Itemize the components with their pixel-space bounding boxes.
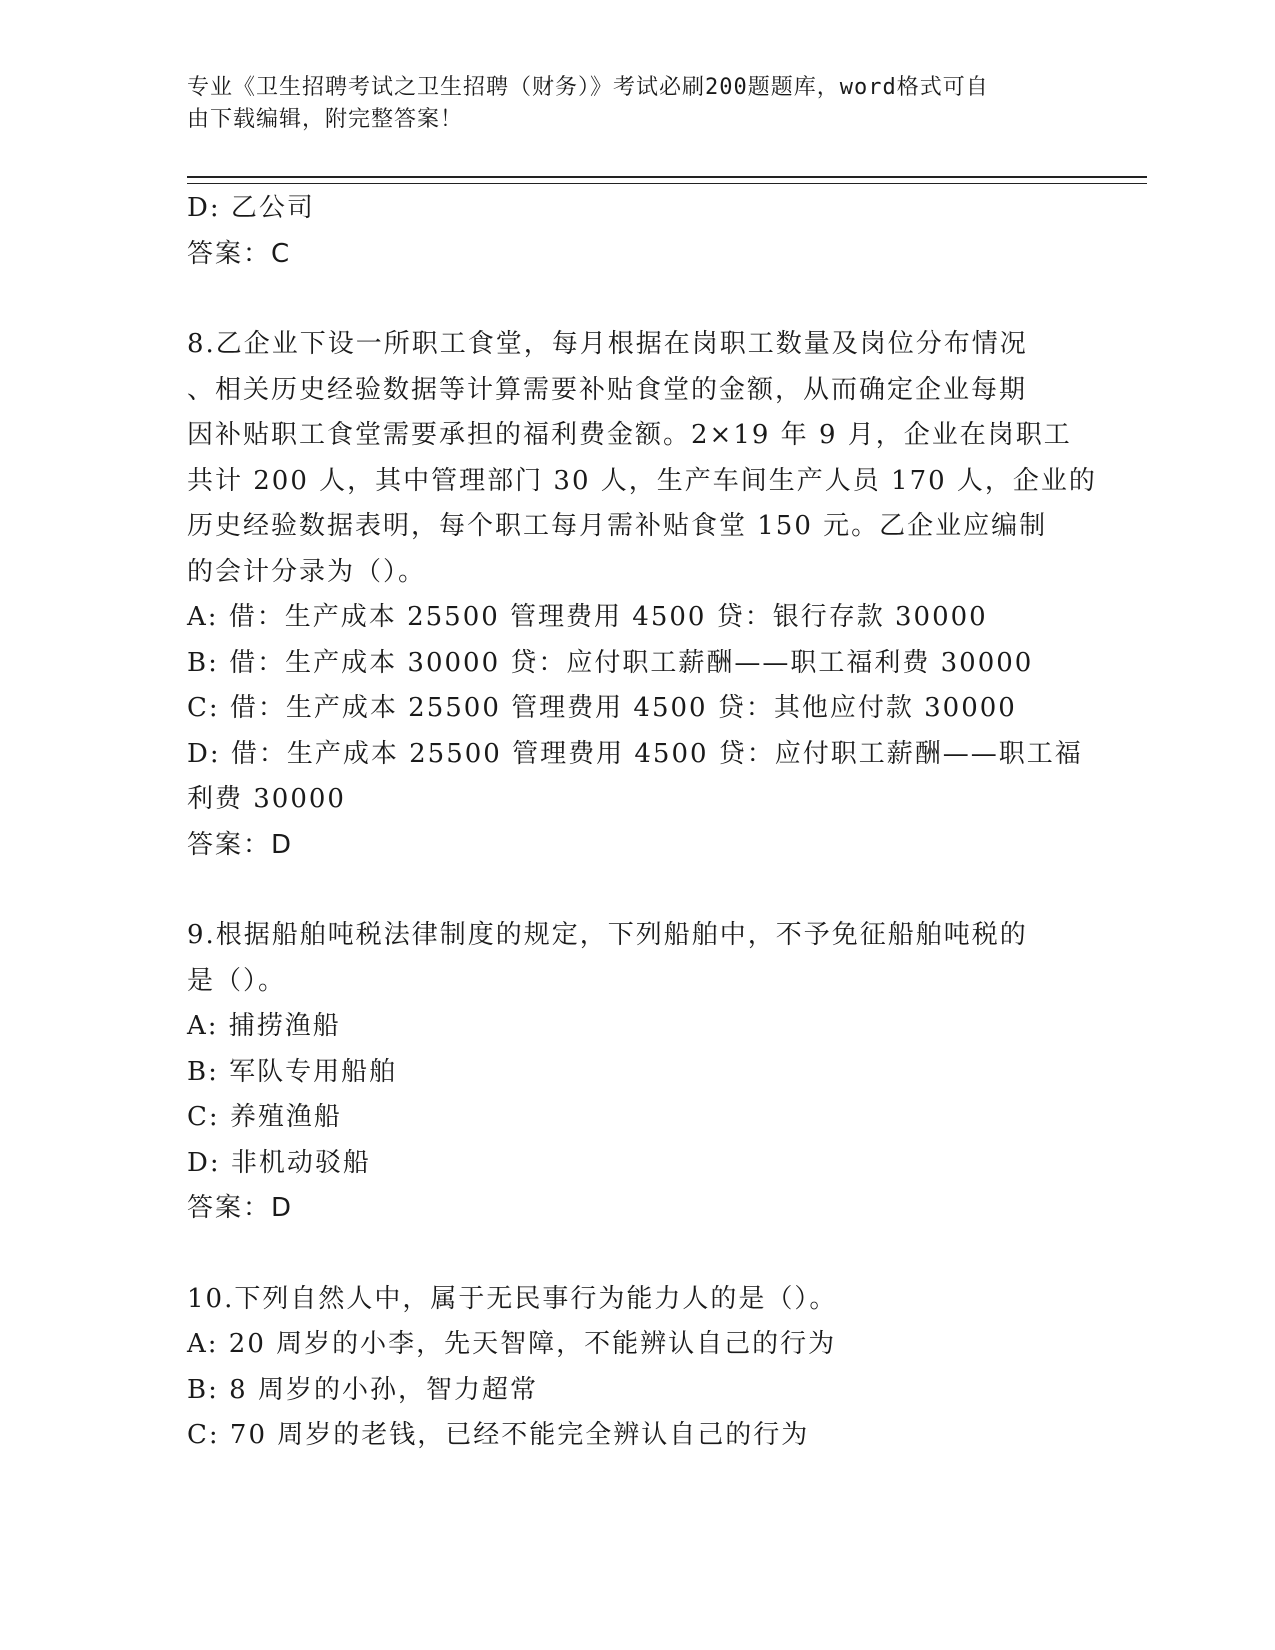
question-8-stem-line: 共计 200 人，其中管理部门 30 人，生产车间生产人员 170 人，企业的 — [187, 465, 1097, 496]
previous-question-tail — [187, 186, 1067, 277]
option-a: A: 捕捞渔船 — [187, 1011, 341, 1041]
option-c: C: 70 周岁的老钱，已经不能完全辨认自己的行为 — [187, 1420, 810, 1450]
option-d-continued: 利费 30000 — [187, 784, 346, 814]
question-8-stem-line: 的会计分录为（）。 — [187, 556, 427, 587]
spacer — [187, 277, 1067, 322]
option-a: A: 20 周岁的小李，先天智障，不能辨认自己的行为 — [187, 1329, 837, 1359]
header-line-1: 专业《卫生招聘考试之卫生招聘（财务）》考试必刷200题题库，word格式可自 — [187, 75, 989, 100]
question-9-stem-line: 是（）。 — [187, 965, 287, 996]
option-c: C: 借：生产成本 25500 管理费用 4500 贷：其他应付款 30000 — [187, 693, 1017, 723]
document-header — [187, 72, 1067, 136]
question-8-stem-line: 因补贴职工食堂需要承担的福利费金额。2×19 年 9 月，企业在岗职工 — [187, 420, 1072, 450]
question-9 — [187, 913, 1067, 1232]
option-d: D: 乙公司 — [187, 193, 315, 223]
spacer — [187, 1232, 1067, 1277]
question-10-stem-line: 10.下列自然人中，属于无民事行为能力人的是（）。 — [187, 1283, 838, 1314]
option-b: B: 8 周岁的小孙，智力超常 — [187, 1374, 538, 1405]
question-8-stem-line: 8.乙企业下设一所职工食堂，每月根据在岗职工数量及岗位分布情况 — [187, 329, 1028, 359]
question-10 — [187, 1277, 1067, 1459]
option-b: B: 军队专用船舶 — [187, 1056, 398, 1087]
spacer — [187, 868, 1067, 913]
question-8 — [187, 322, 1097, 868]
option-c: C: 养殖渔船 — [187, 1102, 342, 1132]
document-body — [187, 186, 1097, 1459]
option-a: A: 借：生产成本 25500 管理费用 4500 贷：银行存款 30000 — [187, 602, 988, 632]
option-d: D: 借：生产成本 25500 管理费用 4500 贷：应付职工薪酬——职工福 — [187, 738, 1083, 769]
option-b: B: 借：生产成本 30000 贷：应付职工薪酬——职工福利费 30000 — [187, 647, 1034, 678]
answer-line: 答案：D — [187, 1193, 294, 1223]
question-8-stem-line: 历史经验数据表明，每个职工每月需补贴食堂 150 元。乙企业应编制 — [187, 511, 1048, 541]
header-divider — [187, 176, 1147, 184]
answer-line: 答案：D — [187, 829, 294, 860]
option-d: D: 非机动驳船 — [187, 1147, 371, 1178]
question-9-stem-line: 9.根据船舶吨税法律制度的规定，下列船舶中，不予免征船舶吨税的 — [187, 920, 1028, 950]
answer-line: 答案：C — [187, 238, 292, 269]
header-line-2: 由下载编辑，附完整答案！ — [187, 107, 464, 132]
question-8-stem-line: 、相关历史经验数据等计算需要补贴食堂的金额，从而确定企业每期 — [187, 374, 1028, 405]
